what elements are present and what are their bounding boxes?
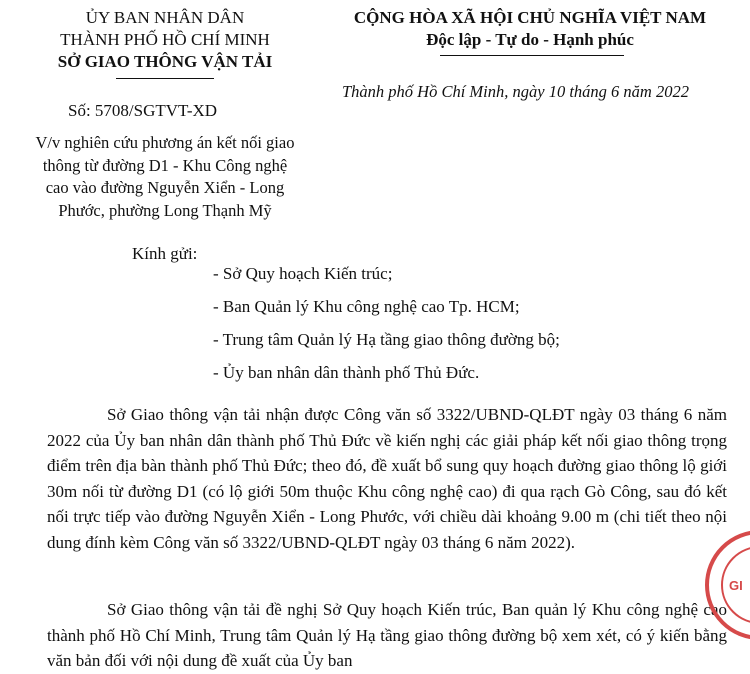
issuer-header <box>0 7 330 73</box>
issuer-line-3: SỞ GIAO THÔNG VẬN TẢI <box>57 52 273 71</box>
national-motto: Độc lập - Tự do - Hạnh phúc <box>426 30 634 49</box>
body-paragraph: Sở Giao thông vận tải đề nghị Sở Quy hoạch Kiến trúc, Ban quản lý Khu công nghệ cao thành phố Hồ Chí Minh, Trung tâm Quản lý Hạ tầng giao thông đường bộ xem xét, có ý kiến bằng văn bản đối với nội dung đề xuất của Ủy ban <box>47 600 727 671</box>
date-line: Thành phố Hồ Chí Minh, ngày 10 tháng 6 năm 2022 <box>342 82 689 101</box>
subject-line: Phước, phường Long Thạnh Mỹ <box>58 200 272 220</box>
salutation: Kính gửi: <box>132 244 198 263</box>
national-title: CỘNG HÒA XÃ HỘI CHỦ NGHĨA VIỆT NAM <box>353 8 707 27</box>
national-header <box>300 7 750 51</box>
subject-line: cao vào đường Nguyễn Xiển - Long <box>45 178 285 197</box>
recipient-item: - Ủy ban nhân dân thành phố Thủ Đức. <box>213 363 480 382</box>
seal-lettering: GI <box>729 578 743 593</box>
recipient-item: - Trung tâm Quản lý Hạ tầng giao thông đường bộ; <box>213 330 560 349</box>
issuer-underline <box>116 78 214 79</box>
motto-underline <box>440 55 624 56</box>
issuer-line-1: ỦY BAN NHÂN DÂN <box>85 8 245 27</box>
recipient-item: - Ban Quản lý Khu công nghệ cao Tp. HCM; <box>213 297 520 316</box>
subject-line: V/v nghiên cứu phương án kết nối giao <box>35 133 295 152</box>
recipient-item: - Sở Quy hoạch Kiến trúc; <box>213 264 393 283</box>
body-paragraph: Sở Giao thông vận tải nhận được Công văn số 3322/UBND-QLĐT ngày 03 tháng 6 năm 2022 của Ủy ban nhân dân thành phố Thủ Đức về kiến nghị các giải pháp kết nối giao thông trọng điểm trên địa bàn thành phố Thủ Đức; theo đó, đề xuất bổ sung quy hoạch đường giao thông lộ giới 30m nối từ đường D1 (có lộ giới 50m thuộc Khu công nghệ cao) đi qua rạch Gò Công, sau đó kết nối trực tiếp vào đường Nguyễn Xiển - Long Phước, với chiều dài khoảng 9.00 m (chi tiết theo nội dung đính kèm Công văn số 3322/UBND-QLĐT ngày 03 tháng 6 năm 2022). <box>47 405 727 552</box>
subject-line: thông từ đường D1 - Khu Công nghệ <box>42 155 288 175</box>
subject-block <box>0 132 330 222</box>
issuer-line-2: THÀNH PHỐ HỒ CHÍ MINH <box>60 30 270 49</box>
document-number: Số: 5708/SGTVT-XD <box>68 101 218 120</box>
